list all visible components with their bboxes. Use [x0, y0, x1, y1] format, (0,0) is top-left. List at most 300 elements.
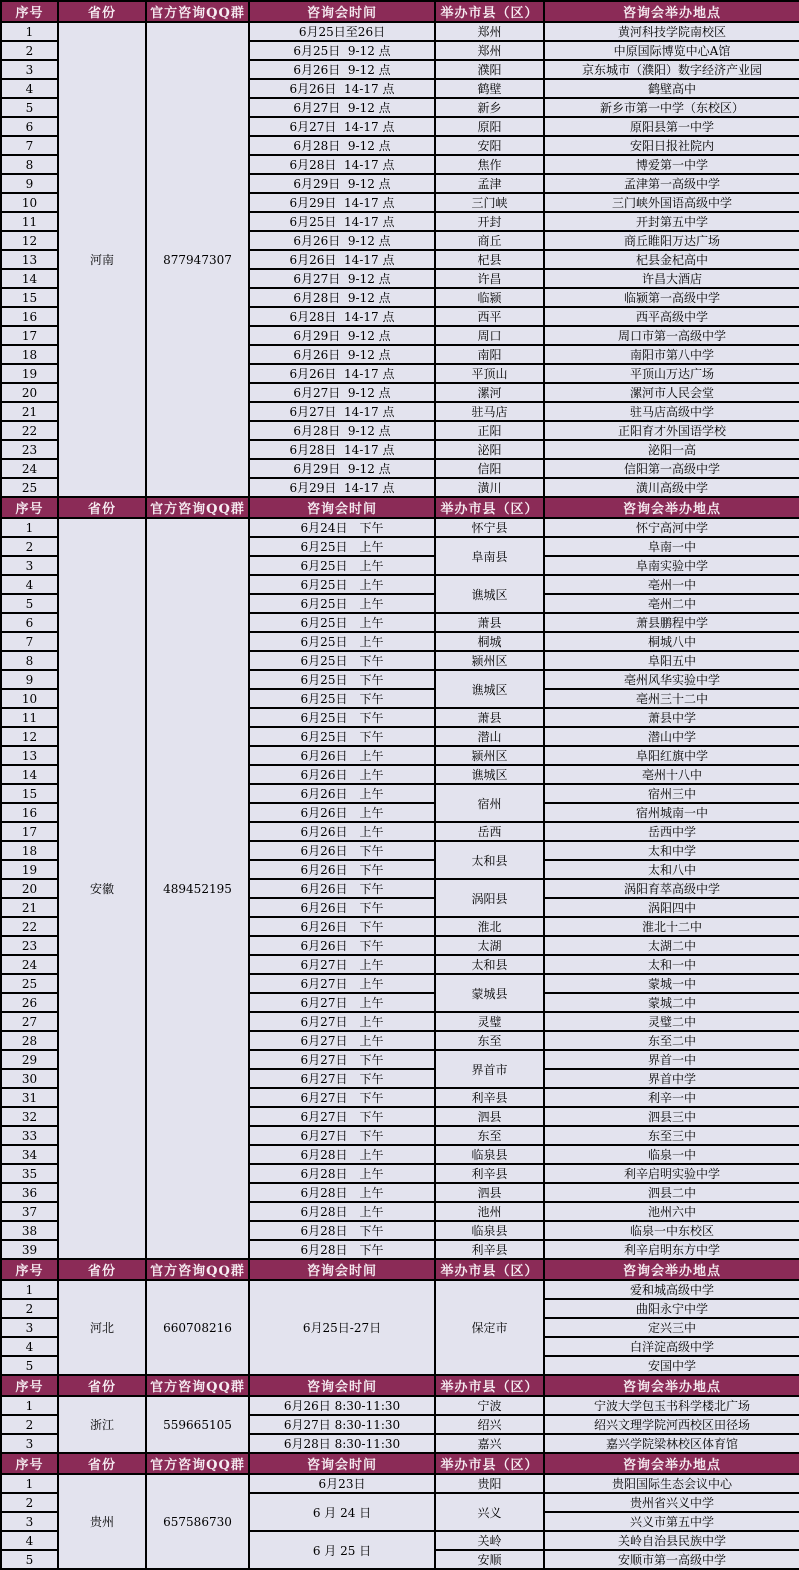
header-province: 省份 — [58, 497, 146, 518]
time-cell: 6月26日 下午 — [249, 841, 435, 860]
time-cell: 6月26日 下午 — [249, 917, 435, 936]
time-cell: 6月26日 14-17 点 — [249, 79, 435, 98]
header-city: 举办市县（区） — [435, 1, 544, 22]
header-venue: 咨询会举办地点 — [544, 497, 799, 518]
time-cell: 6月27日 8:30-11:30 — [249, 1415, 435, 1434]
seq-cell: 23 — [1, 936, 58, 955]
venue-cell: 蒙城二中 — [544, 993, 799, 1012]
qq-group-cell: 657586730 — [146, 1474, 249, 1569]
city-cell: 潜山 — [435, 727, 544, 746]
seq-cell: 12 — [1, 727, 58, 746]
province-cell: 浙江 — [58, 1396, 146, 1453]
time-cell: 6 月 24 日 — [249, 1493, 435, 1531]
time-cell: 6月29日 14-17 点 — [249, 478, 435, 497]
province-cell: 河北 — [58, 1280, 146, 1375]
city-cell: 平顶山 — [435, 364, 544, 383]
venue-cell: 中原国际博览中心A馆 — [544, 41, 799, 60]
time-cell: 6月27日 下午 — [249, 1126, 435, 1145]
venue-cell: 爱和城高级中学 — [544, 1280, 799, 1299]
time-cell: 6月29日 9-12 点 — [249, 174, 435, 193]
venue-cell: 定兴三中 — [544, 1318, 799, 1337]
seq-cell: 15 — [1, 288, 58, 307]
header-seq: 序号 — [1, 1259, 58, 1280]
time-cell: 6月27日 9-12 点 — [249, 98, 435, 117]
seq-cell: 20 — [1, 383, 58, 402]
seq-cell: 7 — [1, 136, 58, 155]
venue-cell: 淮北十二中 — [544, 917, 799, 936]
city-cell: 绍兴 — [435, 1415, 544, 1434]
venue-cell: 涡阳四中 — [544, 898, 799, 917]
header-seq: 序号 — [1, 1, 58, 22]
time-cell: 6月27日 上午 — [249, 1012, 435, 1031]
header-seq: 序号 — [1, 497, 58, 518]
city-cell: 商丘 — [435, 231, 544, 250]
city-cell: 谯城区 — [435, 765, 544, 784]
seq-cell: 31 — [1, 1088, 58, 1107]
venue-cell: 临泉一中东校区 — [544, 1221, 799, 1240]
header-city: 举办市县（区） — [435, 1375, 544, 1396]
city-cell: 驻马店 — [435, 402, 544, 421]
venue-cell: 蒙城一中 — [544, 974, 799, 993]
seq-cell: 25 — [1, 478, 58, 497]
time-cell: 6月25日 上午 — [249, 594, 435, 613]
header-qq-group: 官方咨询QQ群 — [146, 1259, 249, 1280]
seq-cell: 1 — [1, 1474, 58, 1493]
header-time: 咨询会时间 — [249, 1453, 435, 1474]
time-cell: 6月26日 9-12 点 — [249, 231, 435, 250]
time-cell: 6月26日 14-17 点 — [249, 250, 435, 269]
province-cell: 安徽 — [58, 518, 146, 1259]
venue-cell: 南阳市第八中学 — [544, 345, 799, 364]
venue-cell: 安顺市第一高级中学 — [544, 1550, 799, 1569]
time-cell: 6月26日 下午 — [249, 936, 435, 955]
city-cell: 太湖 — [435, 936, 544, 955]
time-cell: 6月25日 下午 — [249, 689, 435, 708]
city-cell: 泗县 — [435, 1107, 544, 1126]
city-cell: 贵阳 — [435, 1474, 544, 1493]
venue-cell: 周口市第一高级中学 — [544, 326, 799, 345]
venue-cell: 萧县鹏程中学 — [544, 613, 799, 632]
venue-cell: 曲阳永宁中学 — [544, 1299, 799, 1318]
venue-cell: 萧县中学 — [544, 708, 799, 727]
time-cell: 6月25日 上午 — [249, 556, 435, 575]
qq-group-cell: 877947307 — [146, 22, 249, 497]
city-cell: 怀宁县 — [435, 518, 544, 537]
city-cell: 安顺 — [435, 1550, 544, 1569]
seq-cell: 14 — [1, 765, 58, 784]
venue-cell: 新乡市第一中学（东校区） — [544, 98, 799, 117]
city-cell: 颍州区 — [435, 651, 544, 670]
city-cell: 兴义 — [435, 1493, 544, 1531]
seq-cell: 33 — [1, 1126, 58, 1145]
header-city: 举办市县（区） — [435, 1259, 544, 1280]
seq-cell: 8 — [1, 651, 58, 670]
venue-cell: 池州六中 — [544, 1202, 799, 1221]
seq-cell: 5 — [1, 98, 58, 117]
seq-cell: 20 — [1, 879, 58, 898]
seq-cell: 3 — [1, 1434, 58, 1453]
time-cell: 6月27日 上午 — [249, 1031, 435, 1050]
seq-cell: 24 — [1, 955, 58, 974]
seq-cell: 23 — [1, 440, 58, 459]
venue-cell: 黄河科技学院南校区 — [544, 22, 799, 41]
time-cell: 6月29日 9-12 点 — [249, 326, 435, 345]
seq-cell: 17 — [1, 822, 58, 841]
seq-cell: 13 — [1, 250, 58, 269]
time-cell: 6月27日 9-12 点 — [249, 383, 435, 402]
seq-cell: 24 — [1, 459, 58, 478]
section-header-row — [1, 1453, 799, 1474]
city-cell: 阜南县 — [435, 537, 544, 575]
seq-cell: 11 — [1, 708, 58, 727]
header-venue: 咨询会举办地点 — [544, 1453, 799, 1474]
city-cell: 临泉县 — [435, 1221, 544, 1240]
seq-cell: 5 — [1, 594, 58, 613]
seq-cell: 4 — [1, 1337, 58, 1356]
section-header-row — [1, 1259, 799, 1280]
time-cell: 6月25日至26日 — [249, 22, 435, 41]
city-cell: 濮阳 — [435, 60, 544, 79]
time-cell: 6月25日-27日 — [249, 1280, 435, 1375]
time-cell: 6月23日 — [249, 1474, 435, 1493]
venue-cell: 泗县二中 — [544, 1183, 799, 1202]
city-cell: 萧县 — [435, 708, 544, 727]
city-cell: 临颍 — [435, 288, 544, 307]
venue-cell: 漯河市人民会堂 — [544, 383, 799, 402]
seq-cell: 34 — [1, 1145, 58, 1164]
venue-cell: 信阳第一高级中学 — [544, 459, 799, 478]
venue-cell: 京东城市（濮阳）数字经济产业园 — [544, 60, 799, 79]
venue-cell: 亳州一中 — [544, 575, 799, 594]
venue-cell: 阜南实验中学 — [544, 556, 799, 575]
header-seq: 序号 — [1, 1375, 58, 1396]
venue-cell: 怀宁高河中学 — [544, 518, 799, 537]
header-city: 举办市县（区） — [435, 497, 544, 518]
city-cell: 保定市 — [435, 1280, 544, 1375]
time-cell: 6月29日 14-17 点 — [249, 193, 435, 212]
header-province: 省份 — [58, 1, 146, 22]
seq-cell: 4 — [1, 575, 58, 594]
header-province: 省份 — [58, 1259, 146, 1280]
city-cell: 潢川 — [435, 478, 544, 497]
time-cell: 6月25日 下午 — [249, 651, 435, 670]
venue-cell: 关岭自治县民族中学 — [544, 1531, 799, 1550]
header-province: 省份 — [58, 1453, 146, 1474]
venue-cell: 太和中学 — [544, 841, 799, 860]
seq-cell: 18 — [1, 345, 58, 364]
city-cell: 泗县 — [435, 1183, 544, 1202]
header-venue: 咨询会举办地点 — [544, 1259, 799, 1280]
time-cell: 6月28日 14-17 点 — [249, 440, 435, 459]
city-cell: 谯城区 — [435, 670, 544, 708]
time-cell: 6 月 25 日 — [249, 1531, 435, 1569]
seq-cell: 28 — [1, 1031, 58, 1050]
header-time: 咨询会时间 — [249, 1375, 435, 1396]
seq-cell: 1 — [1, 1280, 58, 1299]
time-cell: 6月27日 下午 — [249, 1088, 435, 1107]
city-cell: 太和县 — [435, 955, 544, 974]
city-cell: 南阳 — [435, 345, 544, 364]
venue-cell: 白洋淀高级中学 — [544, 1337, 799, 1356]
time-cell: 6月25日 9-12 点 — [249, 41, 435, 60]
time-cell: 6月25日 下午 — [249, 708, 435, 727]
city-cell: 漯河 — [435, 383, 544, 402]
city-cell: 泌阳 — [435, 440, 544, 459]
time-cell: 6月26日 上午 — [249, 765, 435, 784]
time-cell: 6月25日 上午 — [249, 613, 435, 632]
seq-cell: 19 — [1, 364, 58, 383]
venue-cell: 贵州省兴义中学 — [544, 1493, 799, 1512]
city-cell: 西平 — [435, 307, 544, 326]
venue-cell: 正阳育才外国语学校 — [544, 421, 799, 440]
venue-cell: 开封第五中学 — [544, 212, 799, 231]
city-cell: 许昌 — [435, 269, 544, 288]
time-cell: 6月28日 9-12 点 — [249, 421, 435, 440]
venue-cell: 西平高级中学 — [544, 307, 799, 326]
time-cell: 6月27日 14-17 点 — [249, 117, 435, 136]
venue-cell: 东至三中 — [544, 1126, 799, 1145]
time-cell: 6月29日 9-12 点 — [249, 459, 435, 478]
venue-cell: 原阳县第一中学 — [544, 117, 799, 136]
venue-cell: 鹤壁高中 — [544, 79, 799, 98]
time-cell: 6月26日 9-12 点 — [249, 60, 435, 79]
venue-cell: 泌阳一高 — [544, 440, 799, 459]
venue-cell: 宿州三中 — [544, 784, 799, 803]
table-row — [1, 1474, 799, 1493]
city-cell: 正阳 — [435, 421, 544, 440]
city-cell: 郑州 — [435, 22, 544, 41]
seq-cell: 12 — [1, 231, 58, 250]
time-cell: 6月26日 上午 — [249, 746, 435, 765]
seq-cell: 18 — [1, 841, 58, 860]
seq-cell: 30 — [1, 1069, 58, 1088]
venue-cell: 宿州城南一中 — [544, 803, 799, 822]
seq-cell: 37 — [1, 1202, 58, 1221]
city-cell: 界首市 — [435, 1050, 544, 1088]
time-cell: 6月28日 14-17 点 — [249, 307, 435, 326]
seq-cell: 1 — [1, 1396, 58, 1415]
city-cell: 信阳 — [435, 459, 544, 478]
city-cell: 谯城区 — [435, 575, 544, 613]
venue-cell: 泗县三中 — [544, 1107, 799, 1126]
table-row — [1, 22, 799, 41]
city-cell: 新乡 — [435, 98, 544, 117]
venue-cell: 孟津第一高级中学 — [544, 174, 799, 193]
city-cell: 三门峡 — [435, 193, 544, 212]
venue-cell: 阜阳红旗中学 — [544, 746, 799, 765]
time-cell: 6月27日 上午 — [249, 974, 435, 993]
venue-cell: 利辛启明实验中学 — [544, 1164, 799, 1183]
seq-cell: 10 — [1, 193, 58, 212]
city-cell: 孟津 — [435, 174, 544, 193]
time-cell: 6月26日 14-17 点 — [249, 364, 435, 383]
city-cell: 利辛县 — [435, 1088, 544, 1107]
seq-cell: 16 — [1, 803, 58, 822]
seq-cell: 25 — [1, 974, 58, 993]
venue-cell: 三门峡外国语高级中学 — [544, 193, 799, 212]
table-row — [1, 1396, 799, 1415]
venue-cell: 杞县金杞高中 — [544, 250, 799, 269]
header-qq-group: 官方咨询QQ群 — [146, 1453, 249, 1474]
seq-cell: 27 — [1, 1012, 58, 1031]
city-cell: 涡阳县 — [435, 879, 544, 917]
time-cell: 6月28日 上午 — [249, 1164, 435, 1183]
seq-cell: 17 — [1, 326, 58, 345]
time-cell: 6月25日 14-17 点 — [249, 212, 435, 231]
city-cell: 周口 — [435, 326, 544, 345]
time-cell: 6月28日 14-17 点 — [249, 155, 435, 174]
city-cell: 颍州区 — [435, 746, 544, 765]
seq-cell: 3 — [1, 60, 58, 79]
section-header-row — [1, 1375, 799, 1396]
venue-cell: 临泉一中 — [544, 1145, 799, 1164]
city-cell: 关岭 — [435, 1531, 544, 1550]
header-seq: 序号 — [1, 1453, 58, 1474]
seq-cell: 6 — [1, 117, 58, 136]
seq-cell: 13 — [1, 746, 58, 765]
seq-cell: 2 — [1, 537, 58, 556]
header-time: 咨询会时间 — [249, 1, 435, 22]
seq-cell: 21 — [1, 898, 58, 917]
city-cell: 鹤壁 — [435, 79, 544, 98]
venue-cell: 界首中学 — [544, 1069, 799, 1088]
venue-cell: 桐城八中 — [544, 632, 799, 651]
seq-cell: 22 — [1, 421, 58, 440]
header-venue: 咨询会举办地点 — [544, 1, 799, 22]
seq-cell: 19 — [1, 860, 58, 879]
venue-cell: 利辛启明东方中学 — [544, 1240, 799, 1259]
time-cell: 6月28日 上午 — [249, 1145, 435, 1164]
seq-cell: 21 — [1, 402, 58, 421]
section-header-row — [1, 497, 799, 518]
time-cell: 6月26日 下午 — [249, 879, 435, 898]
time-cell: 6月26日 8:30-11:30 — [249, 1396, 435, 1415]
seq-cell: 35 — [1, 1164, 58, 1183]
city-cell: 利辛县 — [435, 1240, 544, 1259]
seq-cell: 5 — [1, 1356, 58, 1375]
city-cell: 池州 — [435, 1202, 544, 1221]
venue-cell: 兴义市第五中学 — [544, 1512, 799, 1531]
time-cell: 6月26日 下午 — [249, 898, 435, 917]
seq-cell: 6 — [1, 613, 58, 632]
venue-cell: 亳州风华实验中学 — [544, 670, 799, 689]
city-cell: 东至 — [435, 1126, 544, 1145]
qq-group-cell: 660708216 — [146, 1280, 249, 1375]
city-cell: 岳西 — [435, 822, 544, 841]
venue-cell: 临颍第一高级中学 — [544, 288, 799, 307]
city-cell: 嘉兴 — [435, 1434, 544, 1453]
table-body — [1, 1, 799, 1569]
city-cell: 灵璧 — [435, 1012, 544, 1031]
time-cell: 6月27日 上午 — [249, 955, 435, 974]
city-cell: 宿州 — [435, 784, 544, 822]
city-cell: 安阳 — [435, 136, 544, 155]
seq-cell: 2 — [1, 1299, 58, 1318]
table-row — [1, 518, 799, 537]
seq-cell: 10 — [1, 689, 58, 708]
time-cell: 6月27日 14-17 点 — [249, 402, 435, 421]
seq-cell: 9 — [1, 670, 58, 689]
time-cell: 6月26日 上午 — [249, 822, 435, 841]
seq-cell: 1 — [1, 22, 58, 41]
time-cell: 6月27日 下午 — [249, 1050, 435, 1069]
seq-cell: 14 — [1, 269, 58, 288]
city-cell: 蒙城县 — [435, 974, 544, 1012]
qq-group-cell: 489452195 — [146, 518, 249, 1259]
venue-cell: 太和一中 — [544, 955, 799, 974]
venue-cell: 商丘睢阳万达广场 — [544, 231, 799, 250]
city-cell: 萧县 — [435, 613, 544, 632]
time-cell: 6月25日 上午 — [249, 575, 435, 594]
header-city: 举办市县（区） — [435, 1453, 544, 1474]
seq-cell: 7 — [1, 632, 58, 651]
section-header-row — [1, 1, 799, 22]
header-time: 咨询会时间 — [249, 1259, 435, 1280]
venue-cell: 许昌大酒店 — [544, 269, 799, 288]
venue-cell: 太湖二中 — [544, 936, 799, 955]
seq-cell: 36 — [1, 1183, 58, 1202]
city-cell: 利辛县 — [435, 1164, 544, 1183]
seq-cell: 2 — [1, 1415, 58, 1434]
venue-cell: 博爱第一中学 — [544, 155, 799, 174]
province-cell: 河南 — [58, 22, 146, 497]
seq-cell: 15 — [1, 784, 58, 803]
venue-cell: 界首一中 — [544, 1050, 799, 1069]
time-cell: 6月28日 9-12 点 — [249, 136, 435, 155]
seq-cell: 5 — [1, 1550, 58, 1569]
venue-cell: 宁波大学包玉书科学楼北广场 — [544, 1396, 799, 1415]
seq-cell: 8 — [1, 155, 58, 174]
city-cell: 宁波 — [435, 1396, 544, 1415]
seq-cell: 38 — [1, 1221, 58, 1240]
header-qq-group: 官方咨询QQ群 — [146, 1, 249, 22]
time-cell: 6月27日 上午 — [249, 993, 435, 1012]
seq-cell: 2 — [1, 1493, 58, 1512]
time-cell: 6月28日 下午 — [249, 1221, 435, 1240]
header-qq-group: 官方咨询QQ群 — [146, 1375, 249, 1396]
qq-group-cell: 559665105 — [146, 1396, 249, 1453]
venue-cell: 潢川高级中学 — [544, 478, 799, 497]
city-cell: 原阳 — [435, 117, 544, 136]
seq-cell: 4 — [1, 1531, 58, 1550]
venue-cell: 亳州十八中 — [544, 765, 799, 784]
venue-cell: 嘉兴学院梁林校区体育馆 — [544, 1434, 799, 1453]
seq-cell: 2 — [1, 41, 58, 60]
venue-cell: 岳西中学 — [544, 822, 799, 841]
venue-cell: 利辛一中 — [544, 1088, 799, 1107]
table-row — [1, 1280, 799, 1299]
time-cell: 6月27日 9-12 点 — [249, 269, 435, 288]
header-venue: 咨询会举办地点 — [544, 1375, 799, 1396]
time-cell: 6月26日 下午 — [249, 860, 435, 879]
venue-cell: 阜阳五中 — [544, 651, 799, 670]
seq-cell: 3 — [1, 1318, 58, 1337]
venue-cell: 东至二中 — [544, 1031, 799, 1050]
city-cell: 郑州 — [435, 41, 544, 60]
time-cell: 6月27日 下午 — [249, 1107, 435, 1126]
city-cell: 开封 — [435, 212, 544, 231]
header-qq-group: 官方咨询QQ群 — [146, 497, 249, 518]
seq-cell: 1 — [1, 518, 58, 537]
time-cell: 6月26日 上午 — [249, 803, 435, 822]
venue-cell: 贵阳国际生态会议中心 — [544, 1474, 799, 1493]
time-cell: 6月28日 上午 — [249, 1183, 435, 1202]
venue-cell: 安国中学 — [544, 1356, 799, 1375]
city-cell: 焦作 — [435, 155, 544, 174]
seq-cell: 3 — [1, 1512, 58, 1531]
city-cell: 东至 — [435, 1031, 544, 1050]
city-cell: 淮北 — [435, 917, 544, 936]
